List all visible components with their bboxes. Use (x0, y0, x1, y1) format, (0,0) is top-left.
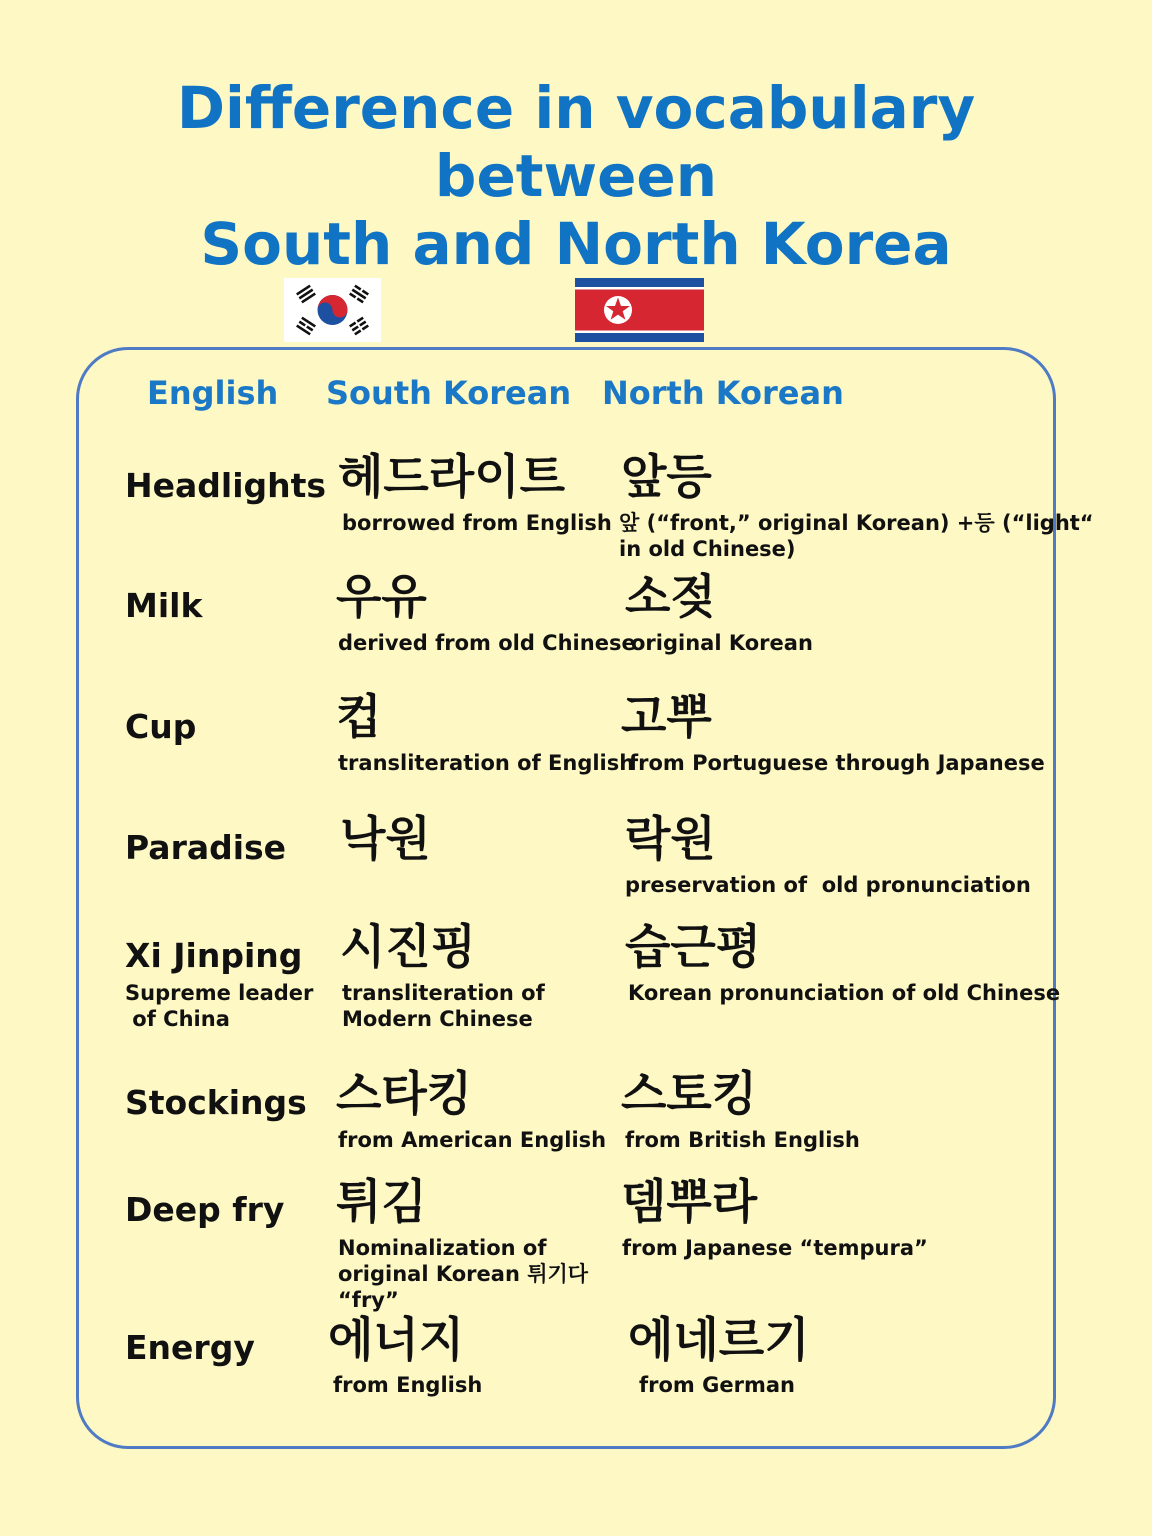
row-north-word: 고뿌 (621, 690, 712, 745)
row-north-word: 습근평 (625, 920, 762, 975)
row-north-note: from Japanese “tempura” (622, 1236, 928, 1260)
row-south-note: from American English (338, 1128, 607, 1152)
column-header-south-korean: South Korean (326, 374, 572, 412)
row-english-word: Milk (125, 586, 203, 625)
row-english-word: Headlights (125, 466, 327, 505)
south-korea-flag-icon (284, 278, 381, 342)
row-south-word: 우유 (336, 570, 427, 625)
column-header-english: English (147, 374, 279, 412)
row-north-word: 스토킹 (621, 1067, 758, 1122)
row-english-word: Paradise (125, 828, 287, 867)
row-south-note: derived from old Chinese (338, 631, 636, 655)
row-south-word: 에너지 (328, 1313, 465, 1368)
page-title-line-3: South and North Korea (200, 210, 952, 278)
row-north-word: 앞등 (621, 450, 712, 505)
page-title-line-2: between (434, 142, 718, 210)
row-south-word: 컵 (336, 690, 382, 745)
row-english-subtitle: Supreme leader of China (125, 981, 314, 1031)
row-south-word: 스타킹 (336, 1067, 473, 1122)
row-south-word: 튀김 (336, 1175, 427, 1230)
row-english-word: Xi Jinping (125, 936, 303, 975)
row-north-word: 소젖 (625, 570, 716, 625)
row-south-note: from English (333, 1373, 483, 1397)
row-south-note: Nominalization of original Korean 튀기다 “fry” (338, 1236, 589, 1312)
row-north-word: 뎀뿌라 (621, 1175, 758, 1230)
row-south-note: transliteration of Modern Chinese (342, 981, 545, 1031)
row-english-word: Energy (125, 1328, 255, 1367)
row-english-word: Cup (125, 707, 197, 746)
row-south-word: 헤드라이트 (338, 450, 566, 505)
page-title-line-1: Difference in vocabulary (176, 74, 976, 142)
row-north-note: from Portuguese through Japanese (629, 751, 1045, 775)
row-north-note: Korean pronunciation of old Chinese (628, 981, 1061, 1005)
row-north-word: 에네르기 (628, 1313, 810, 1368)
row-north-note: 앞 (“front,” original Korean) +등 (“light“ in old Chinese) (619, 511, 1094, 561)
north-korea-flag-icon (575, 278, 704, 342)
row-english-word: Stockings (125, 1083, 307, 1122)
row-north-note: from British English (625, 1128, 860, 1152)
row-north-note: original Korean (631, 631, 813, 655)
column-header-north-korean: North Korean (602, 374, 844, 412)
row-south-note: transliteration of English (338, 751, 635, 775)
row-north-note: from German (639, 1373, 795, 1397)
row-south-note: borrowed from English (342, 511, 612, 535)
row-south-word: 시진핑 (340, 920, 477, 975)
row-north-note: preservation of old pronunciation (625, 873, 1031, 897)
row-south-word: 낙원 (340, 812, 431, 867)
row-english-word: Deep fry (125, 1190, 285, 1229)
row-north-word: 락원 (625, 812, 716, 867)
